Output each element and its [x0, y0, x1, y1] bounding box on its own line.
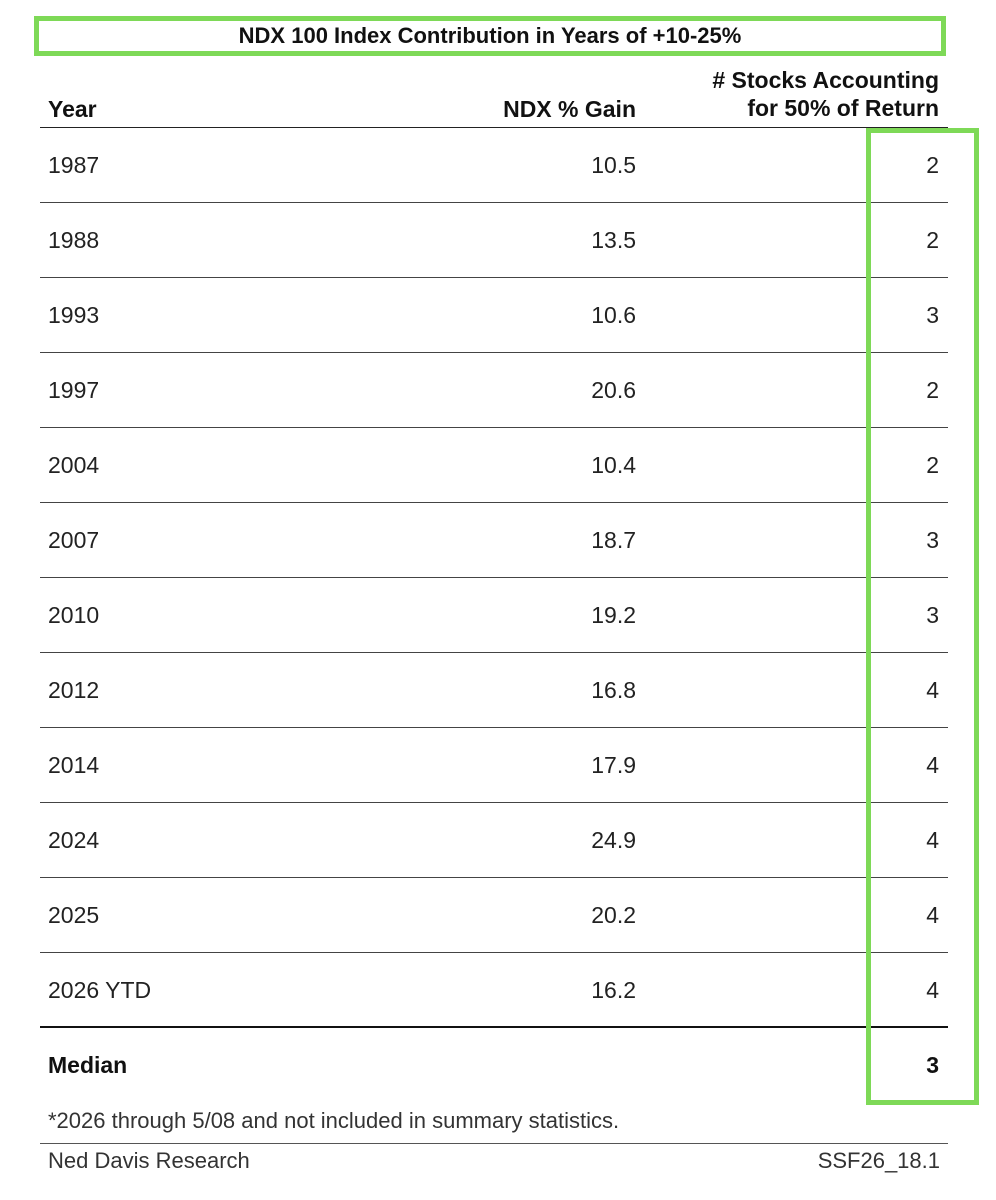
footer-divider: [40, 1143, 948, 1144]
cell-stocks-count: 2: [926, 152, 939, 178]
table-title: NDX 100 Index Contribution in Years of +10-25%: [238, 23, 742, 48]
cell-year: 2024: [48, 827, 100, 853]
cell-year: 2014: [48, 752, 100, 778]
cell-year: 2010: [48, 602, 100, 628]
table-row: [40, 428, 948, 503]
stocks-column-highlight: [866, 128, 979, 1105]
cell-ndx-gain: 13.5: [591, 227, 636, 253]
median-label: Median: [48, 1052, 128, 1078]
cell-stocks-count: 3: [926, 302, 939, 328]
cell-year: 2025: [48, 902, 100, 928]
cell-year: 1987: [48, 152, 100, 178]
title-box: [34, 16, 946, 56]
median-stocks-count: 3: [926, 1052, 939, 1078]
cell-ndx-gain: 16.2: [591, 977, 636, 1003]
cell-ndx-gain: 18.7: [591, 527, 636, 553]
table-row: [40, 803, 948, 878]
cell-stocks-count: 2: [926, 452, 939, 478]
cell-stocks-count: 2: [926, 377, 939, 403]
cell-year: 1997: [48, 377, 100, 403]
header-stocks-accounting: # Stocks Accounting for 50% of Return: [712, 67, 939, 121]
table-row: [40, 878, 948, 953]
cell-ndx-gain: 10.5: [591, 152, 636, 178]
cell-stocks-count: 4: [926, 902, 939, 928]
cell-year: 1988: [48, 227, 100, 253]
table-row: [40, 353, 948, 428]
cell-year: 1993: [48, 302, 100, 328]
cell-stocks-count: 3: [926, 602, 939, 628]
table-row: [40, 728, 948, 803]
table-row: [40, 128, 948, 203]
cell-stocks-count: 4: [926, 977, 939, 1003]
table-row: [40, 578, 948, 653]
cell-ndx-gain: 10.6: [591, 302, 636, 328]
cell-ndx-gain: 20.2: [591, 902, 636, 928]
cell-year: 2026 YTD: [48, 977, 152, 1003]
header-ndx-gain: NDX % Gain: [503, 96, 636, 122]
cell-year: 2004: [48, 452, 100, 478]
source-label: Ned Davis Research: [48, 1148, 250, 1173]
table-row: [40, 203, 948, 278]
cell-ndx-gain: 17.9: [591, 752, 636, 778]
cell-ndx-gain: 16.8: [591, 677, 636, 703]
table-row: [40, 503, 948, 578]
cell-stocks-count: 3: [926, 527, 939, 553]
cell-year: 2012: [48, 677, 100, 703]
cell-stocks-count: 2: [926, 227, 939, 253]
footnote: *2026 through 5/08 and not included in summary statistics.: [48, 1108, 620, 1133]
table-row: [40, 953, 948, 1028]
cell-ndx-gain: 20.6: [591, 377, 636, 403]
cell-ndx-gain: 24.9: [591, 827, 636, 853]
cell-stocks-count: 4: [926, 752, 939, 778]
table-row: [40, 653, 948, 728]
cell-year: 2007: [48, 527, 100, 553]
median-row: [40, 1028, 948, 1103]
header-year: Year: [48, 96, 97, 122]
chart-code: SSF26_18.1: [817, 1148, 940, 1173]
cell-ndx-gain: 10.4: [591, 452, 636, 478]
cell-stocks-count: 4: [926, 827, 939, 853]
cell-stocks-count: 4: [926, 677, 939, 703]
table-row: [40, 278, 948, 353]
cell-ndx-gain: 19.2: [591, 602, 636, 628]
